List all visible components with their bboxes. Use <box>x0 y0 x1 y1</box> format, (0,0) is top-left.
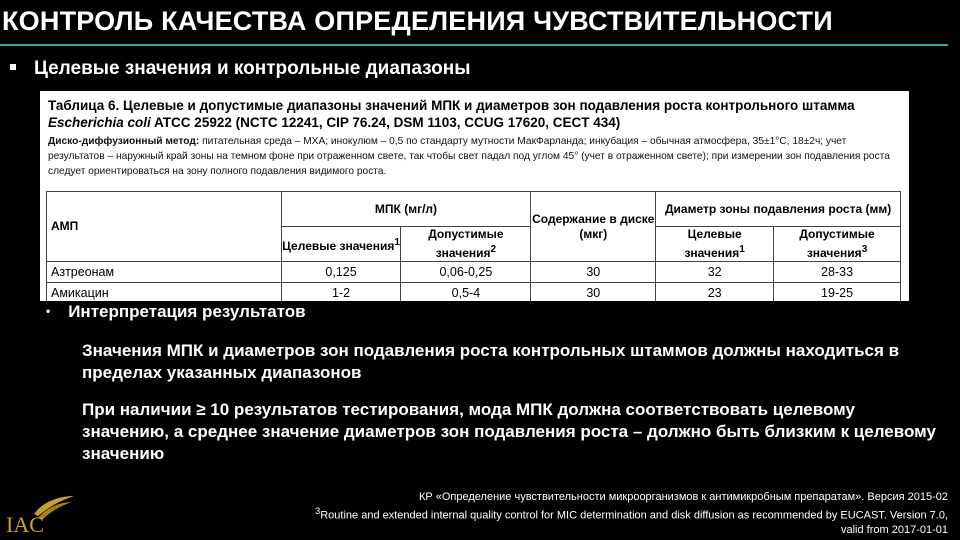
caption-organism: Escherichia coli <box>48 115 151 130</box>
footer-line-2 <box>188 504 948 523</box>
header-mic-target <box>281 227 401 262</box>
header-zone: Диаметр зоны подавления роста (мм) <box>656 192 901 227</box>
cell-zone-target: 23 <box>656 283 774 302</box>
caption-text-b: ATCC 25922 (NCTC 12241, CIP 76.24, DSM 1103, CCUG 17620, CECT 434) <box>150 115 621 130</box>
qc-ranges-table <box>46 191 901 301</box>
footer-line-3: valid from 2017-01-01 <box>840 523 948 536</box>
header-zone-range-sup: 3 <box>861 244 868 255</box>
square-bullet-icon <box>10 64 16 70</box>
footer-line-1: КР «Определение чувствительности микроорганизмов к антимикробным препаратам». Версия 2015-02 <box>418 491 948 503</box>
header-amp: АМП <box>47 192 282 262</box>
bullet-interpretation <box>46 302 306 322</box>
slide-title: КОНТРОЛЬ КАЧЕСТВА ОПРЕДЕЛЕНИЯ ЧУВСТВИТЕЛЬНОСТИ <box>2 6 833 36</box>
cell-zone-range: 19-25 <box>774 283 901 302</box>
table-row <box>47 262 901 283</box>
qc-table-document <box>40 91 909 301</box>
cell-mic-target: 0,125 <box>281 262 401 283</box>
bullet-targets <box>10 58 470 80</box>
method-note-text: питательная среда – МХА; инокулюм – 0,5 по стандарту мутности МакФарланда; инкубация – обычная атмосфера, 35±1°С, 18±2ч; учет результатов – наружный край зоны на темном фоне при отраженном свете, так чтобы свет падал под углом 45° (учет в отраженном свете); при измерении зон подавления роста следует ориентироваться на зону полного подавления видимого роста. <box>48 136 890 177</box>
cell-mic-range: 0,06-0,25 <box>401 262 531 283</box>
cell-zone-range: 28-33 <box>774 262 901 283</box>
cell-zone-target: 32 <box>656 262 774 283</box>
header-mic-range-sup: 2 <box>490 244 497 255</box>
cell-mic-target: 1-2 <box>281 283 401 302</box>
header-mic: МПК (мг/л) <box>281 192 531 227</box>
header-zone-target-sup: 1 <box>739 244 745 255</box>
header-zone-range <box>774 227 901 262</box>
table-caption <box>48 97 898 131</box>
header-disk: Содержание в диске (мкг) <box>531 192 656 262</box>
paragraph-ranges: Значения МПК и диаметров зон подавления роста контрольных штаммов должны находиться в пределах указанных диапазонов <box>82 341 900 382</box>
header-mic-target-label: Целевые значения <box>282 238 395 253</box>
bullet-interpretation-text: Интерпретация результатов <box>68 302 306 321</box>
cell-disk: 30 <box>531 262 656 283</box>
cell-disk: 30 <box>531 283 656 302</box>
header-mic-target-sup: 1 <box>394 236 400 248</box>
header-mic-range-label: Допустимые значения <box>428 227 504 260</box>
header-zone-target-label: Целевые значения <box>684 227 742 260</box>
cell-mic-range: 0,5-4 <box>401 283 531 302</box>
title-divider <box>0 44 948 46</box>
logo-text: IAC <box>6 512 44 537</box>
caption-text-a: Таблица 6. Целевые и допустимые диапазоны значений МПК и диаметров зон подавления роста контрольного штамма <box>48 98 855 113</box>
method-note <box>48 134 903 179</box>
header-zone-range-label: Допустимые значения <box>799 227 875 260</box>
header-zone-target <box>656 227 774 262</box>
paragraph-mode: При наличии ≥ 10 результатов тестирования, мода МПК должна соответствовать целевому значению, а среднее значение диаметров зон подавления роста – должно быть близким к целевому значению <box>82 400 936 463</box>
footer-references <box>188 490 948 537</box>
dot-bullet-icon: • <box>46 304 51 318</box>
method-note-label: Диско-диффузионный метод: <box>48 136 200 147</box>
iac-logo-icon <box>4 492 78 538</box>
header-mic-range <box>401 227 531 262</box>
footer-line-2-text: Routine and extended internal quality control for MIC determination and disk diffusion as recommended by EUCAST. Version 7.0, <box>320 509 948 522</box>
table-row <box>47 283 901 302</box>
cell-amp: Амикацин <box>47 283 282 302</box>
bullet-targets-text: Целевые значения и контрольные диапазоны <box>34 58 471 79</box>
cell-amp: Азтреонам <box>47 262 282 283</box>
footer-sup: 3 <box>315 506 321 516</box>
